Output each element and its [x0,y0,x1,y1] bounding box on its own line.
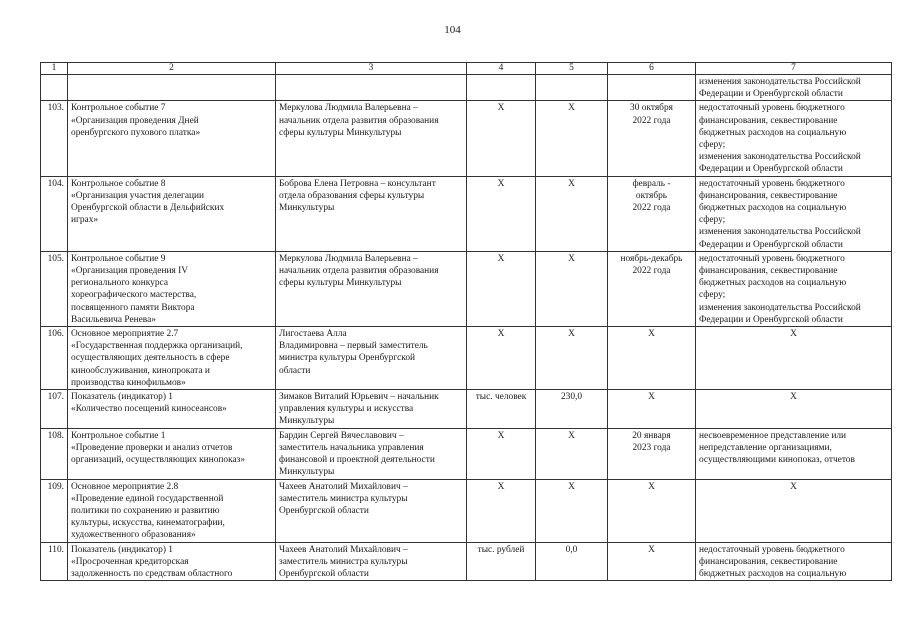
risk-cell: X [696,327,892,390]
value-cell: X [536,101,608,176]
cell-line: X [648,481,655,492]
row-number-cell: 107. [41,390,68,429]
risk-cell [696,75,892,101]
deadline-cell [608,101,696,176]
column-header: 2 [68,63,276,75]
cell-line: бюджетных расходов на социальную [699,203,847,214]
measure-name-cell [68,327,276,390]
responsible-cell [276,327,467,390]
cell-line: «Количество посещений киносеансов» [71,404,227,415]
risk-cell [696,428,892,479]
measure-name-cell [68,479,276,542]
cell-line: отдела образования сферы культуры [279,190,425,201]
cell-line: финансирования, секвестирование [699,115,838,126]
cell-line: «Организация проведения Дней [71,115,199,126]
unit-cell: X [467,428,536,479]
cell-line: заместитель министра культуры [279,493,408,504]
row-number-cell: 110. [41,542,68,581]
cell-line: министра культуры Оренбургской [279,353,416,364]
cell-line: Федерации и Оренбургской области [699,164,843,175]
measure-name-cell [68,542,276,581]
cell-line: управления культуры и искусства [279,404,414,415]
cell-line: начальник отдела развития образования [279,115,439,126]
cell-line: Оренбургской области [279,505,369,516]
table-row [41,101,892,176]
responsible-cell [276,101,467,176]
cell-line: Контрольное событие 1 [71,430,166,441]
cell-line: Минкультуры [279,467,335,478]
responsible-cell [276,176,467,251]
row-number-cell: 108. [41,428,68,479]
cell-line: несвоевременное представление или [699,430,847,441]
cell-line: февраль - [632,178,671,189]
table-row [41,390,892,429]
cell-line: Контрольное событие 7 [71,103,166,114]
unit-cell: X [467,479,536,542]
cell-line: непредставление организациями, [699,442,832,453]
deadline-cell [608,479,696,542]
cell-line: сферы культуры Минкультуры [279,278,402,289]
value-cell [536,75,608,101]
cell-line: Основное мероприятие 2.8 [71,481,179,492]
cell-line: «Проведение проверки и анализ отчетов [71,442,233,453]
cell-line: Владимировна – первый заместитель [279,341,428,352]
cell-line: Федерации и Оренбургской области [699,239,843,250]
measure-name-cell [68,251,276,326]
measure-name-cell [68,176,276,251]
cell-line: посвященного памяти Виктора [71,302,195,313]
cell-line: Показатель (индикатор) 1 [71,392,173,403]
cell-line: Основное мероприятие 2.7 [71,329,179,340]
value-cell: 0,0 [536,542,608,581]
cell-line: сферу; [699,290,726,301]
cell-line: 2022 года [632,203,671,214]
risk-cell [696,176,892,251]
cell-line: изменения законодательства Российской [699,227,861,238]
cell-line: изменения законодательства Российской [699,152,861,163]
cell-line: Контрольное событие 8 [71,178,166,189]
cell-line: кинообслуживания, кинопроката и [71,365,210,376]
cell-line: заместитель начальника управления [279,442,424,453]
cell-line: художественного образования» [71,530,196,541]
cell-line: изменения законодательства Российской [699,77,861,87]
cell-line: хореографического мастерства, [71,290,197,301]
cell-line: Чахеев Анатолий Михайлович – [279,544,408,555]
cell-line: X [648,329,655,340]
cell-line: осуществляющими кинопоказ, отчетов [699,455,855,466]
responsible-cell [276,428,467,479]
column-header: 6 [608,63,696,75]
cell-line: производства кинофильмов» [71,377,186,388]
unit-cell: X [467,327,536,390]
cell-line: Лигостаева Алла [279,329,347,340]
cell-line: бюджетных расходов на социальную [699,278,847,289]
cell-line: финансирования, секвестирование [699,556,838,567]
cell-line: регионального конкурса [71,278,168,289]
cell-line: Боброва Елена Петровна – консультант [279,178,436,189]
row-number-cell: 105. [41,251,68,326]
table-row [41,176,892,251]
risk-cell: X [696,479,892,542]
measure-name-cell [68,390,276,429]
row-number-cell: 103. [41,101,68,176]
cell-line: «Организация проведения IV [71,266,189,277]
cell-line: недостаточный уровень бюджетного [699,253,845,264]
cell-line: Оренбургской области [279,568,369,579]
table-row [41,479,892,542]
cell-line: играх» [71,215,99,226]
column-header: 5 [536,63,608,75]
row-number-cell [41,75,68,101]
unit-cell: тыс. рублей [467,542,536,581]
value-cell: X [536,428,608,479]
unit-cell: X [467,176,536,251]
value-cell: 230,0 [536,390,608,429]
responsible-cell [276,479,467,542]
page-number: 104 [444,24,461,36]
cell-line: Показатель (индикатор) 1 [71,544,173,555]
table-row [41,542,892,581]
row-number-cell: 106. [41,327,68,390]
cell-line: осуществляющих деятельность в сфере [71,353,230,364]
column-header: 1 [41,63,68,75]
value-cell: X [536,327,608,390]
table-row [41,327,892,390]
responsible-cell [276,542,467,581]
cell-line: Контрольное событие 9 [71,253,166,264]
cell-line: Минкультуры [279,416,335,427]
cell-line: сферу; [699,215,726,226]
measure-name-cell [68,101,276,176]
cell-line: Васильевича Ренева» [71,314,156,325]
cell-line: политики по сохранению и развитию [71,505,220,516]
cell-line: 2022 года [632,115,671,126]
cell-line: 20 января [632,430,671,441]
deadline-cell [608,542,696,581]
column-header: 3 [276,63,467,75]
cell-line: Федерации и Оренбургской области [699,314,843,325]
risk-cell [696,101,892,176]
cell-line: X [648,544,655,555]
cell-line: организаций, осуществляющих кинопоказ» [71,455,246,466]
cell-line: недостаточный уровень бюджетного [699,178,845,189]
cell-line: недостаточный уровень бюджетного [699,103,845,114]
table-row [41,75,892,101]
risk-cell [696,251,892,326]
measure-name-cell [68,75,276,101]
cell-line: финансовой и проектной деятельности [279,455,435,466]
cell-line: бюджетных расходов на социальную [699,568,847,579]
responsible-cell [276,251,467,326]
deadline-cell [608,327,696,390]
value-cell: X [536,479,608,542]
table-row [41,251,892,326]
cell-line: начальник отдела развития образования [279,266,439,277]
cell-line: области [279,365,311,376]
measures-table [40,62,892,581]
column-header: 7 [696,63,892,75]
cell-line: «Государственная поддержка организаций, [71,341,243,352]
unit-cell: X [467,101,536,176]
cell-line: «Просроченная кредиторская [71,556,189,567]
cell-line: 2022 года [632,266,671,277]
unit-cell [467,75,536,101]
cell-line: сферы культуры Минкультуры [279,127,402,138]
responsible-cell [276,390,467,429]
cell-line: культуры, искусства, кинематографии, [71,518,225,529]
cell-line: Бардин Сергей Вячеславович – [279,430,404,441]
cell-line: изменения законодательства Российской [699,302,861,313]
cell-line: недостаточный уровень бюджетного [699,544,845,555]
cell-line: ноябрь-декабрь [620,253,683,264]
cell-line: задолженность по средствам областного [71,568,233,579]
cell-line: бюджетных расходов на социальную [699,127,847,138]
responsible-cell [276,75,467,101]
value-cell: X [536,251,608,326]
cell-line: заместитель министра культуры [279,556,408,567]
table-row [41,428,892,479]
column-number-row [41,63,892,75]
column-header: 4 [467,63,536,75]
cell-line: сферу; [699,140,726,151]
unit-cell: X [467,251,536,326]
unit-cell: тыс. человек [467,390,536,429]
cell-line: 2023 года [632,442,671,453]
cell-line: финансирования, секвестирование [699,266,838,277]
deadline-cell [608,251,696,326]
cell-line: Меркулова Людмила Валерьевна – [279,103,418,114]
cell-line: Меркулова Людмила Валерьевна – [279,253,418,264]
risk-cell [696,542,892,581]
row-number-cell: 104. [41,176,68,251]
deadline-cell [608,176,696,251]
cell-line: «Проведение единой государственной [71,493,224,504]
cell-line: «Организация участия делегации [71,190,205,201]
risk-cell: X [696,390,892,429]
cell-line: октябрь [635,190,668,201]
cell-line: финансирования, секвестирование [699,190,838,201]
row-number-cell: 109. [41,479,68,542]
cell-line: Федерации и Оренбургской области [699,89,843,100]
measure-name-cell [68,428,276,479]
cell-line: Зимаков Виталий Юрьевич – начальник [279,392,439,403]
cell-line: Минкультуры [279,203,335,214]
cell-line: X [648,392,655,403]
value-cell: X [536,176,608,251]
deadline-cell [608,390,696,429]
deadline-cell [608,428,696,479]
cell-line: Оренбургской области в Дельфийских [71,203,225,214]
cell-line: оренбургского пухового платка» [71,127,201,138]
deadline-cell [608,75,696,101]
cell-line: Чахеев Анатолий Михайлович – [279,481,408,492]
cell-line: 30 октября [630,103,673,114]
